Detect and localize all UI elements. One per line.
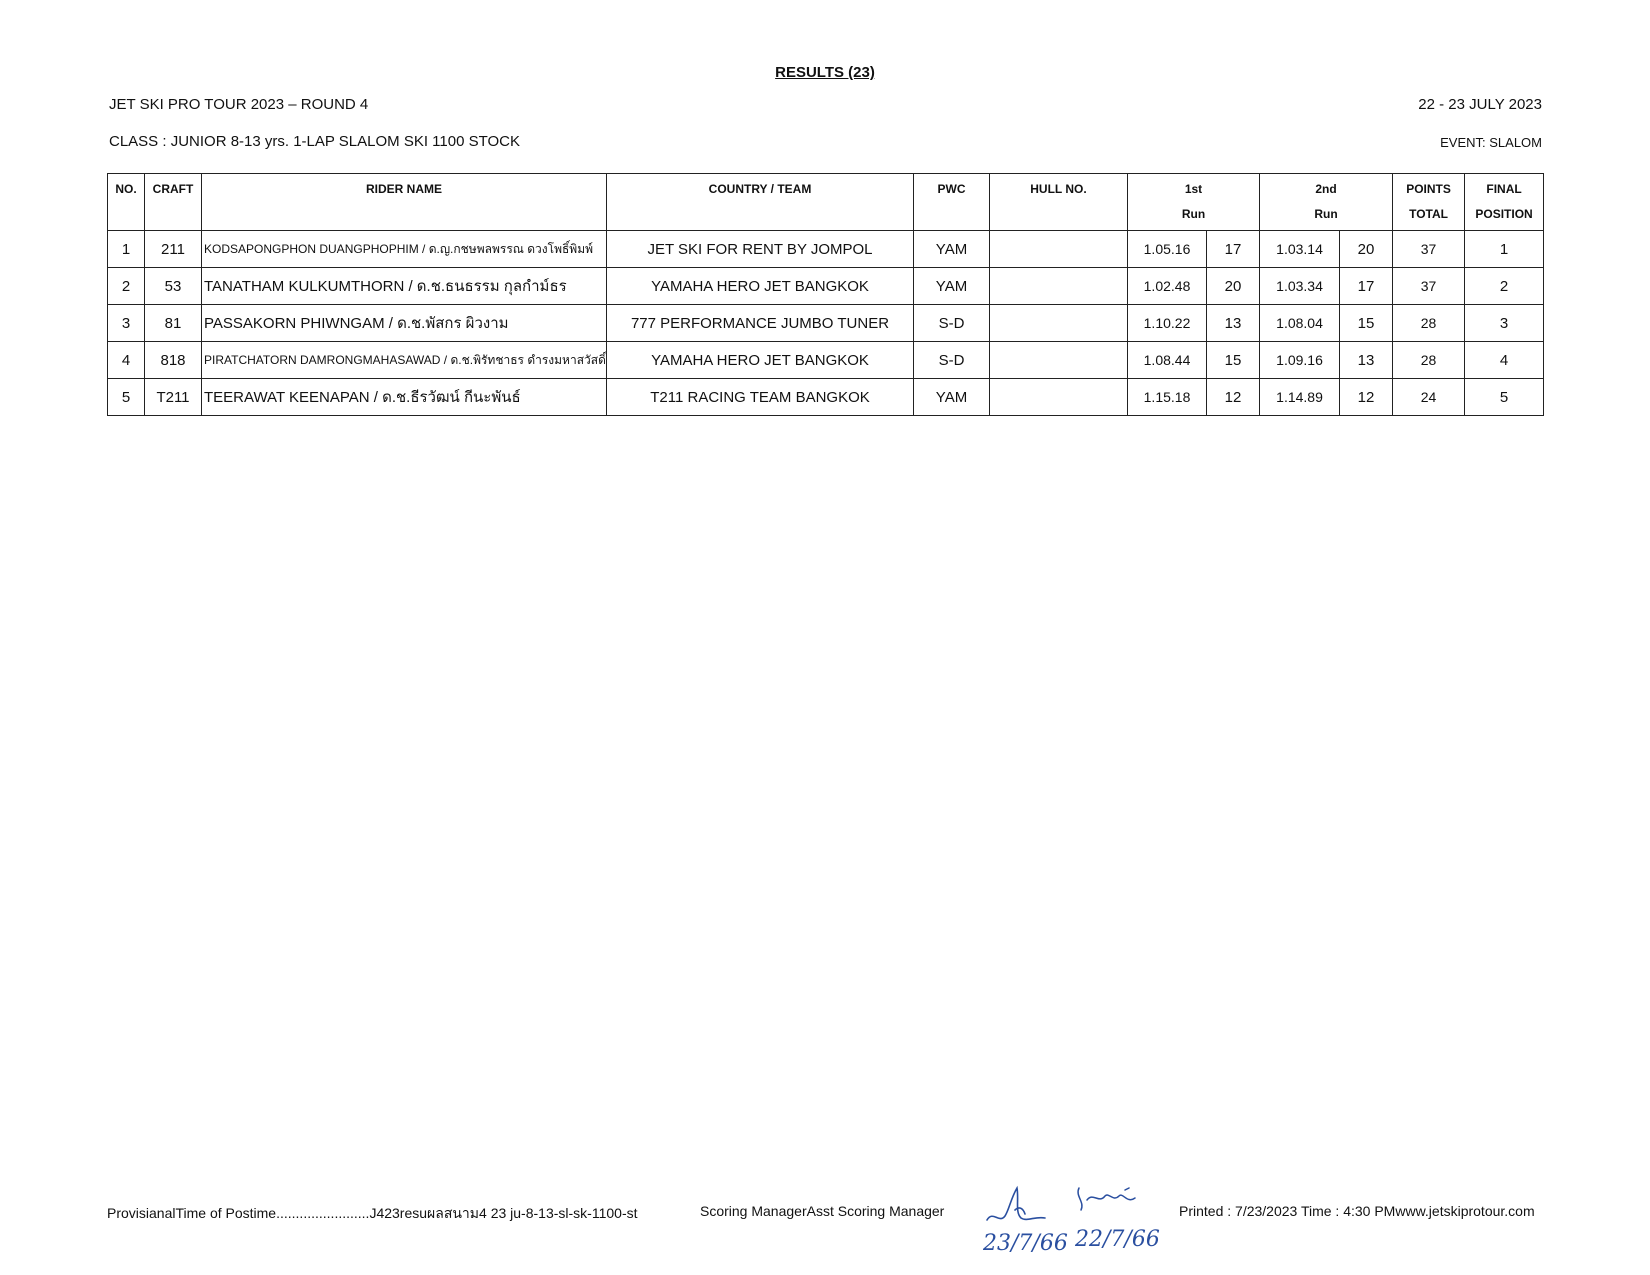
cell-hull bbox=[990, 379, 1128, 416]
cell-points-total: 28 bbox=[1393, 305, 1465, 342]
cell-run1-points: 15 bbox=[1207, 342, 1260, 379]
cell-no: 5 bbox=[108, 379, 145, 416]
cell-team: T211 RACING TEAM BANGKOK bbox=[607, 379, 914, 416]
footer-scoring-manager: Scoring ManagerAsst Scoring Manager bbox=[700, 1203, 945, 1219]
cell-run2-points: 13 bbox=[1340, 342, 1393, 379]
cell-team: JET SKI FOR RENT BY JOMPOL bbox=[607, 231, 914, 268]
cell-rider: PIRATCHATORN DAMRONGMAHASAWAD / ด.ช.พิรัทชาธร ดำรงมหาสวัสดิ์ bbox=[202, 342, 607, 379]
col-rider-name: RIDER NAME bbox=[202, 174, 607, 231]
cell-rider: TANATHAM KULKUMTHORN / ด.ช.ธนธรรม กุลกำม์ธร bbox=[202, 268, 607, 305]
table-row bbox=[108, 305, 1544, 342]
cell-run1-time: 1.05.16 bbox=[1128, 231, 1207, 268]
cell-final-position: 5 bbox=[1465, 379, 1544, 416]
cell-run1-points: 13 bbox=[1207, 305, 1260, 342]
cell-final-position: 1 bbox=[1465, 231, 1544, 268]
cell-pwc: YAM bbox=[914, 268, 990, 305]
col-no: NO. bbox=[108, 174, 145, 231]
col-country-team: COUNTRY / TEAM bbox=[607, 174, 914, 231]
footer-printed: Printed : 7/23/2023 Time : 4:30 PMwww.jetskiprotour.com bbox=[1179, 1203, 1535, 1219]
cell-craft: 818 bbox=[145, 342, 202, 379]
col-final-position: FINAL POSITION bbox=[1465, 174, 1544, 231]
cell-craft: T211 bbox=[145, 379, 202, 416]
cell-craft: 211 bbox=[145, 231, 202, 268]
cell-no: 4 bbox=[108, 342, 145, 379]
cell-run2-time: 1.03.14 bbox=[1260, 231, 1340, 268]
class-label: CLASS : JUNIOR 8-13 yrs. 1-LAP SLALOM SKI 1100 STOCK bbox=[109, 133, 520, 150]
cell-rider: PASSAKORN PHIWNGAM / ด.ช.พัสกร ผิวงาม bbox=[202, 305, 607, 342]
cell-rider: KODSAPONGPHON DUANGPHOPHIM / ด.ญ.กชษพลพรรณ ดวงโพธิ์พิมพ์ bbox=[202, 231, 607, 268]
cell-run1-points: 20 bbox=[1207, 268, 1260, 305]
cell-hull bbox=[990, 268, 1128, 305]
col-points-total: POINTS TOTAL bbox=[1393, 174, 1465, 231]
cell-run2-points: 17 bbox=[1340, 268, 1393, 305]
cell-run2-points: 12 bbox=[1340, 379, 1393, 416]
footer-provisional: ProvisianalTime of Postime........................J423resuผลสนาม4 23 ju-8-13-sl-sk-1100-st bbox=[107, 1205, 638, 1221]
cell-run2-time: 1.09.16 bbox=[1260, 342, 1340, 379]
event-type: EVENT: SLALOM bbox=[1440, 135, 1542, 150]
cell-run1-time: 1.02.48 bbox=[1128, 268, 1207, 305]
cell-pwc: S-D bbox=[914, 342, 990, 379]
cell-points-total: 37 bbox=[1393, 231, 1465, 268]
table-row bbox=[108, 342, 1544, 379]
cell-craft: 53 bbox=[145, 268, 202, 305]
cell-run1-time: 1.15.18 bbox=[1128, 379, 1207, 416]
results-table bbox=[107, 173, 1544, 416]
cell-team: 777 PERFORMANCE JUMBO TUNER bbox=[607, 305, 914, 342]
col-hull-no: HULL NO. bbox=[990, 174, 1128, 231]
cell-team: YAMAHA HERO JET BANGKOK bbox=[607, 268, 914, 305]
table-row bbox=[108, 268, 1544, 305]
cell-run2-time: 1.08.04 bbox=[1260, 305, 1340, 342]
cell-pwc: YAM bbox=[914, 379, 990, 416]
signature-date-2: 22/7/66 bbox=[1075, 1227, 1160, 1252]
cell-no: 1 bbox=[108, 231, 145, 268]
cell-no: 2 bbox=[108, 268, 145, 305]
cell-team: YAMAHA HERO JET BANGKOK bbox=[607, 342, 914, 379]
cell-hull bbox=[990, 342, 1128, 379]
cell-run1-time: 1.10.22 bbox=[1128, 305, 1207, 342]
cell-final-position: 3 bbox=[1465, 305, 1544, 342]
event-name: JET SKI PRO TOUR 2023 – ROUND 4 bbox=[109, 96, 369, 113]
col-pwc: PWC bbox=[914, 174, 990, 231]
handwritten-signatures bbox=[975, 1170, 1175, 1260]
cell-points-total: 37 bbox=[1393, 268, 1465, 305]
results-title: RESULTS (23) bbox=[775, 64, 875, 81]
cell-rider: TEERAWAT KEENAPAN / ด.ช.ธีรวัฒน์ กีนะพันธ์ bbox=[202, 379, 607, 416]
cell-pwc: S-D bbox=[914, 305, 990, 342]
cell-craft: 81 bbox=[145, 305, 202, 342]
cell-run1-points: 17 bbox=[1207, 231, 1260, 268]
cell-run2-points: 20 bbox=[1340, 231, 1393, 268]
cell-run2-points: 15 bbox=[1340, 305, 1393, 342]
signature-date-1: 23/7/66 bbox=[983, 1231, 1068, 1256]
cell-run2-time: 1.03.34 bbox=[1260, 268, 1340, 305]
cell-hull bbox=[990, 231, 1128, 268]
cell-final-position: 4 bbox=[1465, 342, 1544, 379]
event-dates: 22 - 23 JULY 2023 bbox=[1418, 96, 1542, 113]
cell-run2-time: 1.14.89 bbox=[1260, 379, 1340, 416]
table-row bbox=[108, 379, 1544, 416]
cell-final-position: 2 bbox=[1465, 268, 1544, 305]
cell-no: 3 bbox=[108, 305, 145, 342]
col-run-2: 2nd Run bbox=[1260, 174, 1393, 231]
cell-run1-points: 12 bbox=[1207, 379, 1260, 416]
cell-run1-time: 1.08.44 bbox=[1128, 342, 1207, 379]
cell-points-total: 24 bbox=[1393, 379, 1465, 416]
col-run-1: 1st Run bbox=[1128, 174, 1260, 231]
header-row bbox=[108, 174, 1544, 231]
cell-hull bbox=[990, 305, 1128, 342]
cell-pwc: YAM bbox=[914, 231, 990, 268]
cell-points-total: 28 bbox=[1393, 342, 1465, 379]
table-row bbox=[108, 231, 1544, 268]
col-craft: CRAFT bbox=[145, 174, 202, 231]
